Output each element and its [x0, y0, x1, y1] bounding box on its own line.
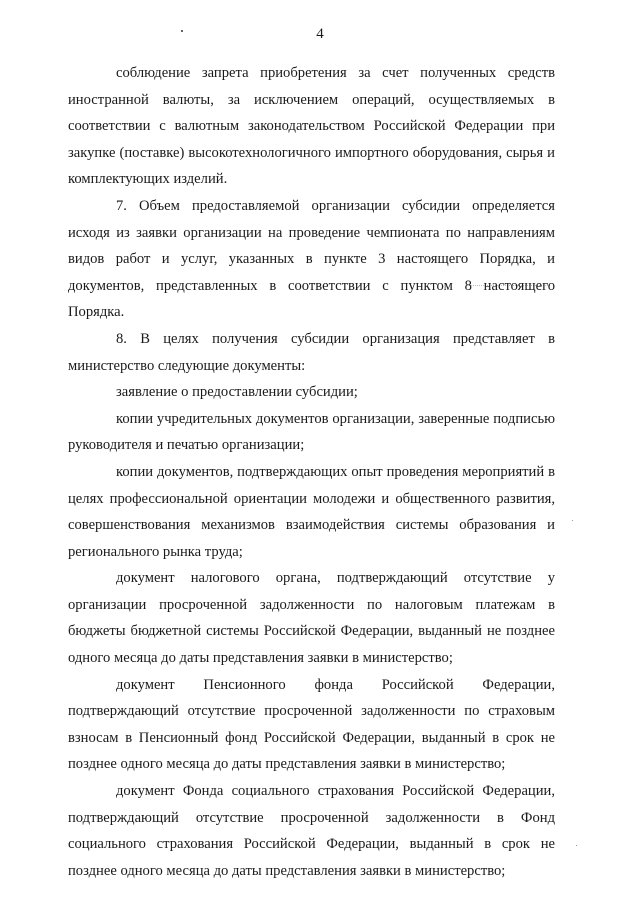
- list-item-pension-fund-document: документ Пенсионного фонда Российской Федерации, подтверждающий отсутствие просроченной задолженности по страховым взносам в Пенсионный фонд Российской Федерации, выданный в срок не позднее одного месяца до даты представления заявки в министерство;: [68, 676, 555, 773]
- page-number: 4: [316, 26, 324, 42]
- list-item-experience-documents: копии документов, подтверждающих опыт проведения мероприятий в целях профессиональной ориентации молодежи и общественного развития, совершенствования механизмов взаимодействия системы образования и регионального рынка труда;: [68, 463, 555, 560]
- list-item-social-insurance-document: документ Фонда социального страхования Российской Федерации, подтверждающий отсутствие просроченной задолженности в Фонд социального страхования Российской Федерации, выданный в срок не позднее одного месяца до даты представления заявки в министерство;: [68, 783, 555, 879]
- list-item-application: заявление о предоставлении субсидии;: [116, 384, 358, 401]
- scan-speck: [572, 520, 573, 521]
- list-item-founding-documents: копии учредительных документов организации, заверенные подписью руководителя и печатью организации;: [68, 410, 555, 454]
- paragraph-item-8: 8. В целях получения субсидии организация представляет в министерство следующие документы:: [68, 330, 555, 374]
- paragraph-continuation: соблюдение запрета приобретения за счет полученных средств иностранной валюты, за исключением операций, осуществляемых в соответствии с валютным законодательством Российской Федерации при закупке (поставке) высокотехнологичного импортного оборудования, сырья и комплектующих изделий.: [68, 65, 555, 188]
- document-body: [68, 60, 555, 884]
- list-item-tax-document: документ налогового органа, подтверждающий отсутствие у организации просроченной задолженности по налоговым платежам в бюджеты бюджетной системы Российской Федерации, выданный не позднее одного месяца до даты представления заявки в министерство;: [68, 570, 555, 667]
- scan-dot-mark: [181, 30, 183, 32]
- paragraph-item-7: 7. Объем предоставляемой организации субсидии определяется исходя из заявки организации на проведение чемпионата по направлениям видов работ и услуг, указанных в пункте 3 настоящего Порядка, и документов, представленных в соответствии с пунктом 8 настоящего Порядка.: [68, 197, 555, 321]
- scan-speck: [576, 845, 577, 846]
